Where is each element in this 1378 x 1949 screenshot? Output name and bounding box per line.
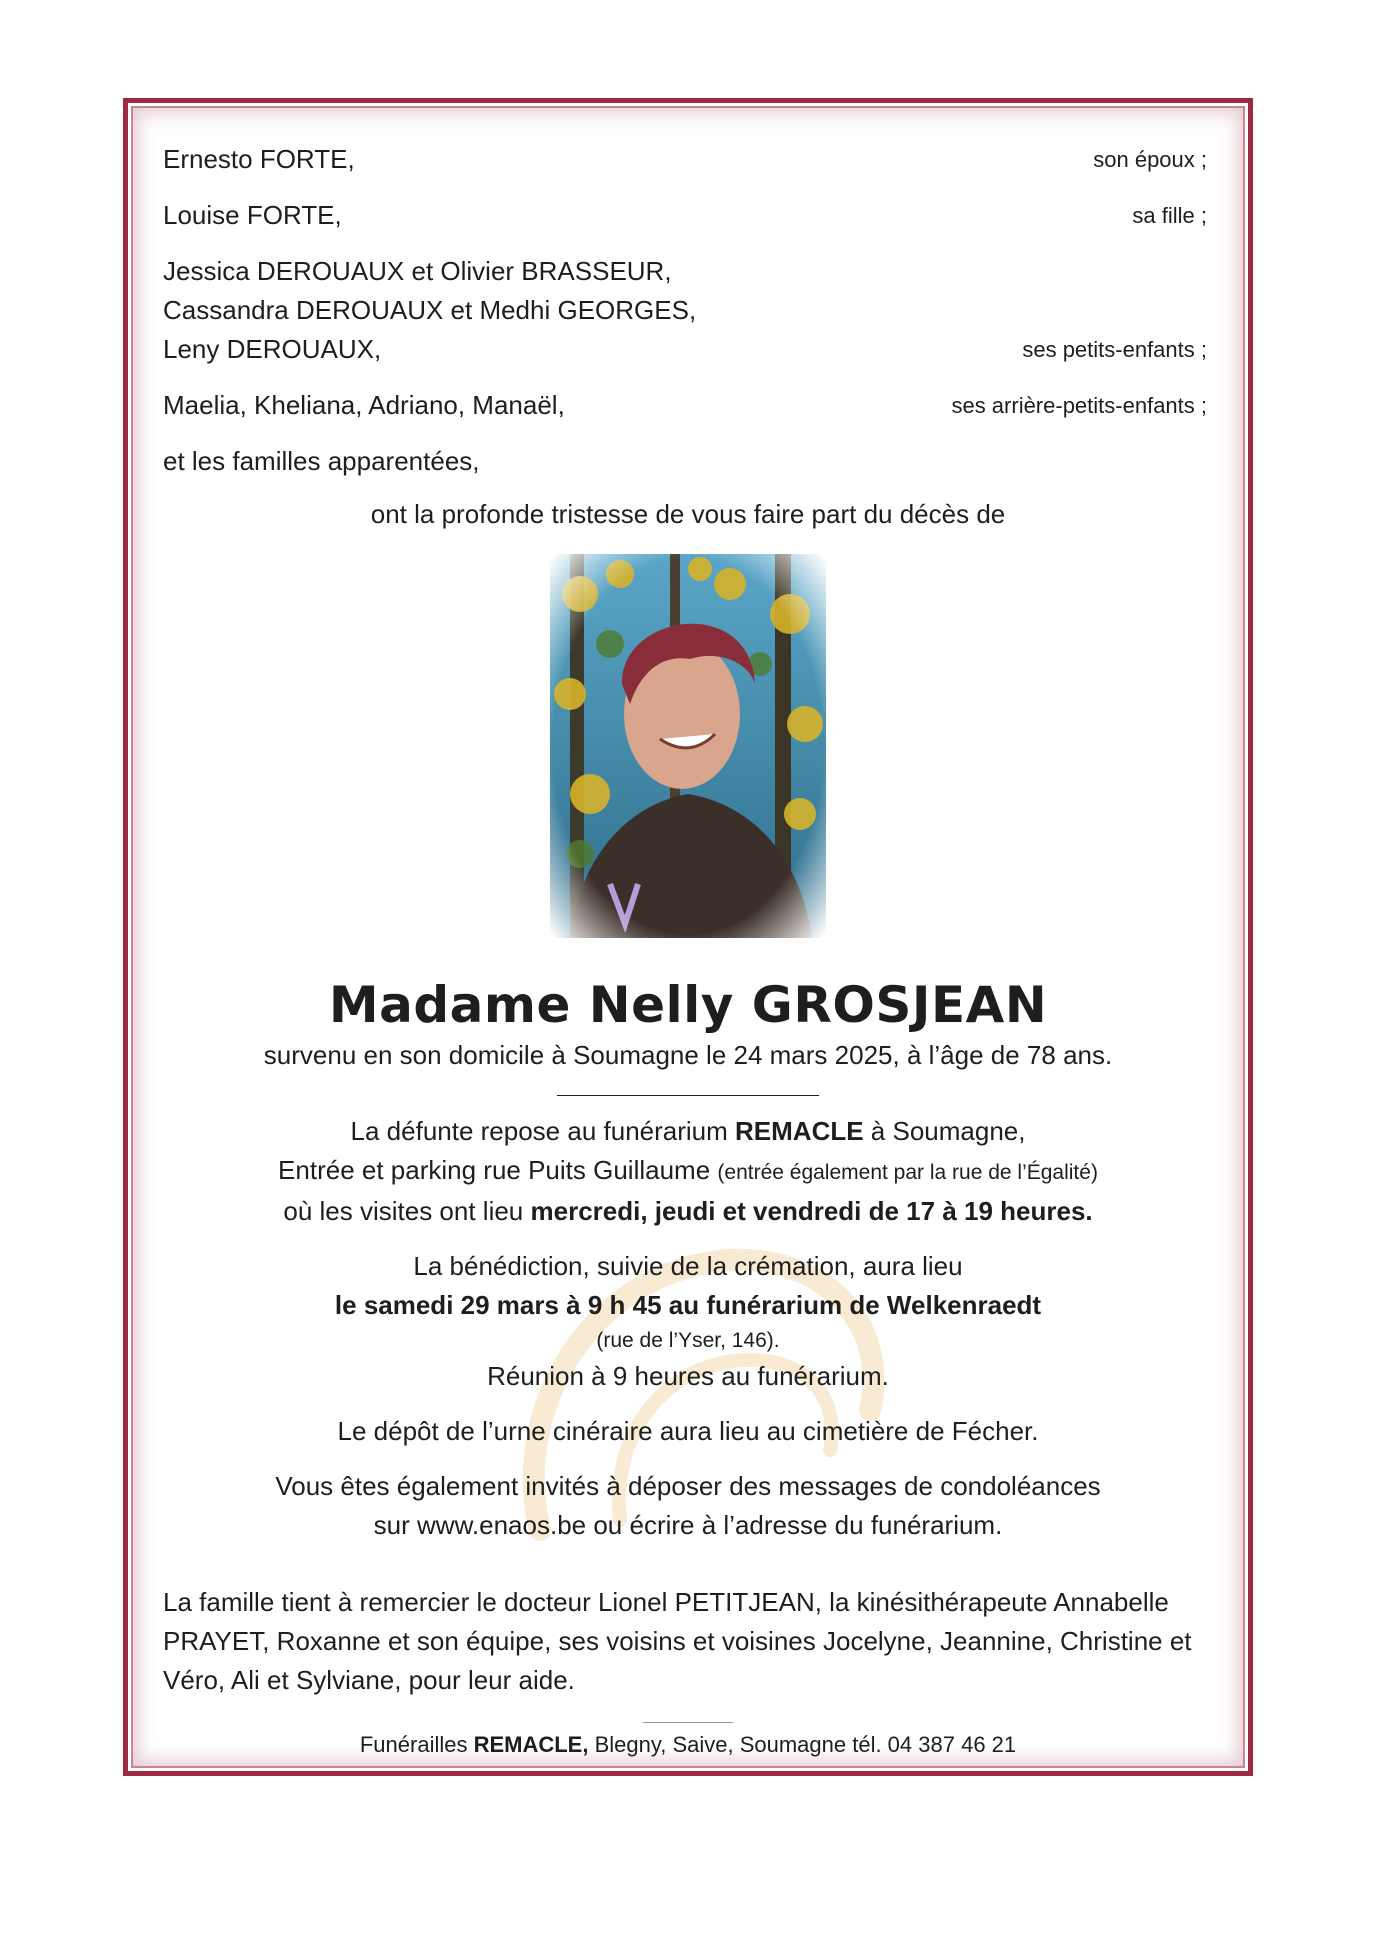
- family-member-name: et les familles apparentées,: [163, 446, 480, 476]
- footer-divider: [643, 1722, 733, 1723]
- family-member-name: Ernesto FORTE,: [163, 144, 355, 174]
- ceremony-block: [163, 1247, 1213, 1396]
- family-relation: sa fille ;: [1132, 203, 1207, 228]
- condolences-line-1: Vous êtes également invités à déposer des messages de condoléances: [275, 1471, 1101, 1501]
- family-member-name: Leny DEROUAUX,: [163, 334, 382, 364]
- intro-text: ont la profonde tristesse de vous faire part du décès de: [370, 499, 1006, 529]
- deceased-portrait: [550, 554, 826, 938]
- ceremony-line-1: La bénédiction, suivie de la crémation, aura lieu: [413, 1251, 963, 1281]
- funeral-home-footer: Funérailles REMACLE, Blegny, Saive, Soumagne tél. 04 387 46 21: [359, 1732, 1017, 1757]
- visitation-line-2: Entrée et parking rue Puits Guillaume (entrée également par la rue de l’Égalité): [278, 1155, 1098, 1185]
- family-row: [163, 330, 1213, 369]
- family-member-name: Jessica DEROUAUX et Olivier BRASSEUR,: [163, 256, 672, 286]
- family-relation: son époux ;: [1093, 147, 1207, 172]
- family-list: [163, 140, 1213, 481]
- thanks-text: La famille tient à remercier le docteur Lionel PETITJEAN, la kinésithérapeute Annabelle PRAYET, Roxanne et son équipe, ses voisins et voisines Jocelyne, Jeannine, Christine et Véro, Ali et Sylviane, pour leur aide.: [163, 1587, 1192, 1695]
- death-details: survenu en son domicile à Soumagne le 24 mars 2025, à l’âge de 78 ans.: [263, 1040, 1113, 1070]
- family-relation: ses petits-enfants ;: [1022, 337, 1207, 362]
- ceremony-meeting: Réunion à 9 heures au funérarium.: [487, 1361, 889, 1391]
- family-row: [163, 196, 1213, 235]
- urn-text: Le dépôt de l’urne cinéraire aura lieu au cimetière de Fécher.: [337, 1416, 1039, 1446]
- family-row: [163, 252, 1213, 291]
- condolences-block: [163, 1467, 1213, 1545]
- condolences-line-2: sur www.enaos.be ou écrire à l’adresse du funérarium.: [373, 1510, 1003, 1540]
- visitation-line-3: où les visites ont lieu mercredi, jeudi et vendredi de 17 à 19 heures.: [283, 1196, 1093, 1226]
- ceremony-address: (rue de l’Yser, 146).: [596, 1329, 780, 1352]
- visitation-line-1: La défunte repose au funérarium REMACLE à Soumagne,: [350, 1116, 1026, 1146]
- family-row: [163, 140, 1213, 179]
- family-row: [163, 386, 1213, 425]
- section-divider: [557, 1095, 819, 1096]
- family-member-name: Cassandra DEROUAUX et Medhi GEORGES,: [163, 295, 697, 325]
- deceased-name: Madame Nelly GROSJEAN: [328, 976, 1048, 1034]
- family-member-name: Maelia, Kheliana, Adriano, Manaël,: [163, 390, 565, 420]
- visitation-block: [163, 1112, 1213, 1231]
- ceremony-date-location: le samedi 29 mars à 9 h 45 au funérarium de Welkenraedt: [334, 1290, 1042, 1320]
- family-row: [163, 291, 1213, 330]
- announcement: [163, 140, 1213, 1761]
- portrait-image: [550, 554, 826, 938]
- family-member-name: Louise FORTE,: [163, 200, 342, 230]
- family-relation: ses arrière-petits-enfants ;: [951, 393, 1207, 418]
- family-row: [163, 442, 1213, 481]
